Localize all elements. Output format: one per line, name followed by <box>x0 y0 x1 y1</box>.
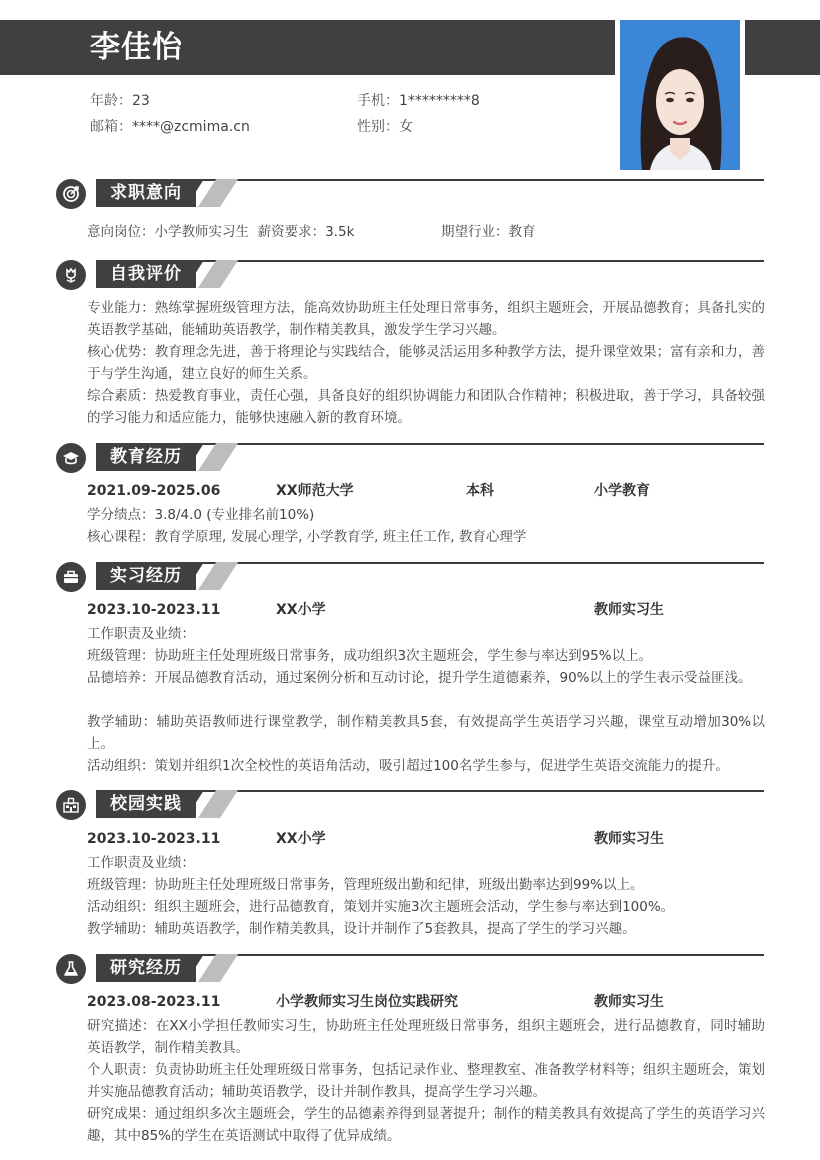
self-eval-paragraph: 综合素质：热爱教育事业，责任心强，具备良好的组织协调能力和团队合作精神；积极进取，善于学习，具备较强的学习能力和适应能力，能够快速融入新的教育环境。 <box>87 388 765 426</box>
target-icon <box>56 179 86 209</box>
section-title: 求职意向 <box>110 183 182 203</box>
self-eval-paragraph: 核心优势：教育理念先进，善于将理论与实践结合，能够灵活运用多种教学方法，提升课堂效果；富有亲和力，善于与学生沟通，建立良好的师生关系。 <box>87 344 765 382</box>
self-eval-paragraph: 专业能力：熟练掌握班级管理方法，能高效协助班主任处理日常事务，组织主题班会，开展品德教育；具备扎实的英语教学基础，能辅助英语教学，制作精美教具，激发学生学习兴趣。 <box>87 300 765 338</box>
intent-position: 意向岗位：小学教师实习生 薪资要求：3.5k <box>87 224 355 240</box>
gender-value: 女 <box>399 119 413 135</box>
intent-industry: 期望行业：教育 <box>441 224 536 240</box>
internship-line: 品德培养：开展品德教育活动，通过案例分析和互动讨论，提升学生道德素养，90%以上的学生表示受益匪浅。 <box>87 670 752 686</box>
internship-role: 教师实习生 <box>594 602 664 618</box>
education-period: 2021.09-2025.06 <box>87 483 221 499</box>
research-header-row <box>87 991 767 1013</box>
research-line: 研究成果：通过组织多次主题班会，学生的品德素养得到显著提升；制作的精美教具有效提高了学生的英语学习兴趣，其中85%的学生在英语测试中取得了优异成绩。 <box>87 1106 765 1144</box>
internship-period: 2023.10-2023.11 <box>87 602 221 618</box>
internship-line: 班级管理：协助班主任处理班级日常事务，成功组织3次主题班会，学生参与率达到95%以上。 <box>87 648 653 664</box>
internship-org: XX小学 <box>276 602 326 618</box>
internship-header-row <box>87 599 767 621</box>
section-title: 校园实践 <box>110 794 182 814</box>
research-period: 2023.08-2023.11 <box>87 994 221 1010</box>
research-role: 教师实习生 <box>594 994 664 1010</box>
section-title: 自我评价 <box>110 264 182 284</box>
education-major: 小学教育 <box>594 483 650 499</box>
gender-field: 性别：女 <box>357 119 413 135</box>
internship-line: 工作职责及业绩： <box>87 626 195 642</box>
education-courses: 核心课程：教育学原理, 发展心理学, 小学教育学, 班主任工作, 教育心理学 <box>87 529 527 545</box>
education-header-row <box>87 480 767 502</box>
section-title: 研究经历 <box>110 958 182 978</box>
internship-line: 教学辅助：辅助英语教师进行课堂教学，制作精美教具5套，有效提高学生英语学习兴趣，课堂互动增加30%以上。 <box>87 714 765 752</box>
header-bar-right <box>745 20 820 75</box>
research-project: 小学教师实习生岗位实践研究 <box>276 994 458 1010</box>
campus-period: 2023.10-2023.11 <box>87 831 221 847</box>
section-title: 教育经历 <box>110 447 182 467</box>
phone-value: 1*********8 <box>399 93 480 109</box>
internship-line: 活动组织：策划并组织1次全校性的英语角活动，吸引超过100名学生参与，促进学生英语交流能力的提升。 <box>87 758 729 774</box>
email-field: 邮箱：****@zcmima.cn <box>90 119 250 135</box>
profile-photo <box>620 20 740 170</box>
candidate-name: 李佳怡 <box>90 30 183 65</box>
age-value: 23 <box>132 93 150 109</box>
campus-org: XX小学 <box>276 831 326 847</box>
education-school: XX师范大学 <box>276 483 354 499</box>
flower-icon <box>56 260 86 290</box>
phone-field: 手机：1*********8 <box>357 93 480 109</box>
campus-line: 工作职责及业绩： <box>87 855 195 871</box>
school-building-icon <box>56 790 86 820</box>
section-title: 实习经历 <box>110 566 182 586</box>
research-line: 个人职责：负责协助班主任处理班级日常事务，包括记录作业、整理教室、准备教学材料等；组织主题班会，策划并实施品德教育活动；辅助英语教学，设计并制作教具，提高学生学习兴趣。 <box>87 1062 765 1100</box>
education-degree: 本科 <box>466 483 494 499</box>
campus-line: 活动组织：组织主题班会，进行品德教育，策划并实施3次主题班会活动，学生参与率达到100%。 <box>87 899 675 915</box>
graduation-cap-icon <box>56 443 86 473</box>
email-value: ****@zcmima.cn <box>132 119 250 135</box>
campus-line: 教学辅助：辅助英语教学，制作精美教具，设计并制作了5套教具，提高了学生的学习兴趣。 <box>87 921 636 937</box>
campus-header-row <box>87 828 767 850</box>
campus-line: 班级管理：协助班主任处理班级日常事务，管理班级出勤和纪律，班级出勤率达到99%以上。 <box>87 877 644 893</box>
briefcase-icon <box>56 562 86 592</box>
campus-role: 教师实习生 <box>594 831 664 847</box>
research-line: 研究描述：在XX小学担任教师实习生，协助班主任处理班级日常事务，组织主题班会，进行品德教育，同时辅助英语教学，制作精美教具。 <box>87 1018 765 1056</box>
flask-icon <box>56 954 86 984</box>
age-field: 年龄：23 <box>90 93 150 109</box>
education-gpa: 学分绩点：3.8/4.0 (专业排名前10%) <box>87 507 315 523</box>
